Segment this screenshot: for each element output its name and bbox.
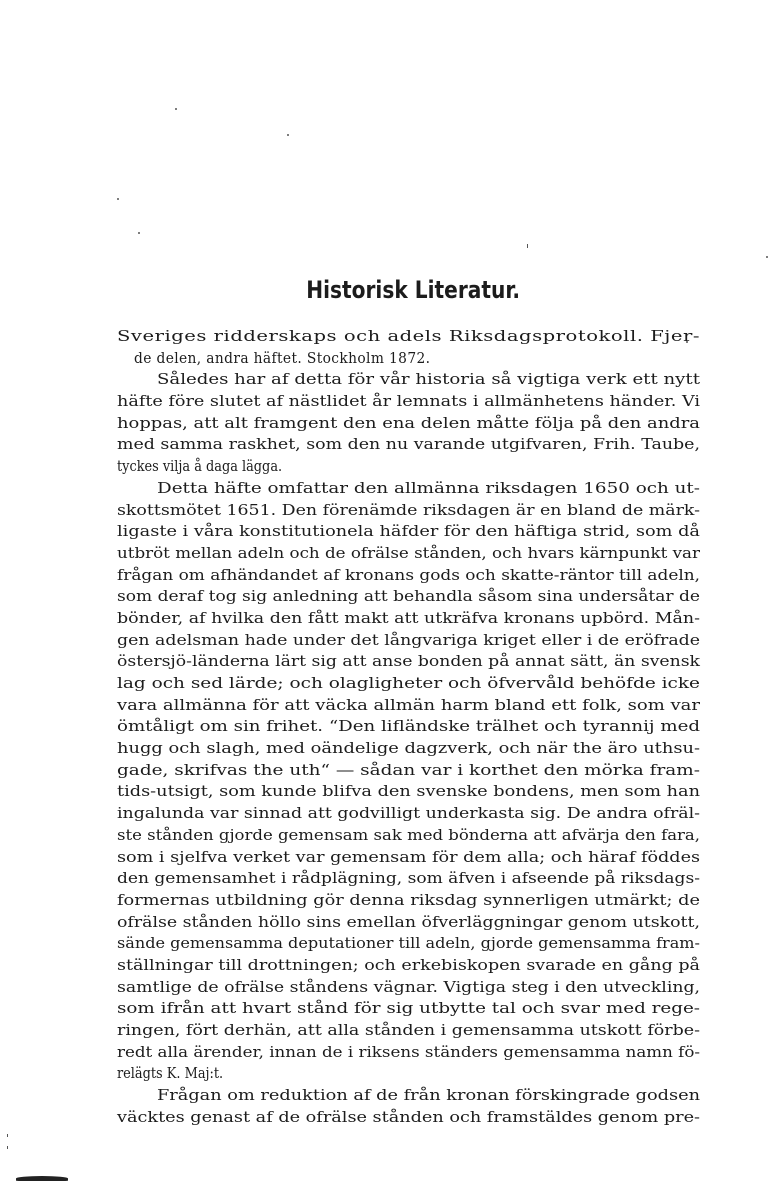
text-line-content: med samma raskhet, som den nu varande utgifvaren, Frih. Taube, <box>117 435 700 454</box>
text-line-content: Frågan om reduktion af de från kronan förskingrade godsen <box>157 1086 701 1105</box>
text-line <box>117 1085 700 1107</box>
text-line-content: skottsmötet 1651. Den förenämde riksdagen är en bland de märk- <box>117 500 700 519</box>
text-line-content: ställningar till drottningen; och erkebiskopen svarade en gång på <box>117 955 700 974</box>
text-line-content: vara allmänna för att väcka allmän harm bland ett folk, som var <box>117 695 700 714</box>
text-line <box>117 695 700 717</box>
text-line <box>117 803 700 825</box>
text-line-content: den gemensamhet i rådplägning, som äfven i afseende på riksdags- <box>117 869 700 888</box>
text-line-content: bönder, af hvilka den fått makt att utkräfva kronans upbörd. Mån- <box>117 608 701 627</box>
text-line-content: som deraf tog sig anledning att behandla såsom sina undersåtar de <box>117 587 700 606</box>
text-line <box>117 326 700 348</box>
text-line <box>117 1042 700 1064</box>
text-line-content: hoppas, att alt framgent den ena delen måtte följa på den andra <box>117 413 700 432</box>
text-line-content: väcktes genast af de ofrälse stånden och framstäldes genom pre- <box>117 1107 700 1126</box>
text-line <box>117 586 700 608</box>
text-line-content: ste stånden gjorde gemensam sak med bönderna att afvärja den fara, <box>117 825 701 844</box>
text-line <box>117 1063 700 1085</box>
text-line <box>117 565 700 587</box>
text-line-content: frågan om afhändandet af kronans gods och skatte-räntor till adeln, <box>117 565 701 584</box>
scan-speck <box>527 244 528 248</box>
scan-edge-mark <box>16 1176 68 1181</box>
text-line <box>117 847 700 869</box>
text-line <box>117 868 700 890</box>
text-line <box>117 1107 700 1129</box>
text-line-content: lag och sed lärde; och olagligheter och öfvervåld behöfde icke <box>117 674 700 692</box>
text-line <box>117 478 700 500</box>
text-line-content: ingalunda var sinnad att godvilligt underkasta sig. De andra ofräl- <box>117 804 701 823</box>
text-line-content: ömtåligt om sin frihet. “Den lifländske trälhet och tyrannij med <box>117 717 700 736</box>
text-line <box>117 890 700 912</box>
text-line-content: ligaste i våra konstitutionela häfder för den häftiga strid, som då <box>117 522 700 541</box>
scan-speck <box>7 1134 8 1137</box>
text-line <box>117 998 700 1020</box>
text-line-content: som ifrån att hvart stånd för sig utbytte tal och svar med rege- <box>117 999 700 1018</box>
text-line-content: de delen, andra häftet. Stockholm 1872. <box>134 348 431 367</box>
text-line <box>117 369 700 391</box>
text-line-content: utbröt mellan adeln och de ofrälse stånden, och hvars kärnpunkt var <box>117 543 700 562</box>
text-line <box>117 673 700 695</box>
text-line-content: hugg och slagh, med oändelige dagzverk, och när the äro uthsu- <box>117 739 700 758</box>
text-line-content: ringen, fört derhän, att alla stånden i gemensamma utskott förbe- <box>117 1021 700 1039</box>
text-line-content: formernas utbildning gör denna riksdag synnerligen utmärkt; de <box>117 890 700 909</box>
text-line <box>117 434 700 456</box>
text-line <box>117 955 700 977</box>
text-line-content: sände gemensamma deputationer till adeln, gjorde gemensamma fram- <box>117 934 700 953</box>
text-line <box>117 521 700 543</box>
text-line <box>117 608 700 630</box>
text-line-content: gade, skrifvas the uth“ — sådan var i korthet den mörka fram- <box>117 760 701 779</box>
text-line <box>117 348 700 370</box>
text-line <box>117 933 700 955</box>
text-line-content: gen adelsman hade under det långvariga kriget eller i de eröfrade <box>117 630 701 649</box>
text-line <box>117 977 700 999</box>
text-line <box>117 391 700 413</box>
text-line <box>117 738 700 760</box>
text-line <box>117 716 700 738</box>
text-line <box>117 543 700 565</box>
text-line <box>117 825 700 847</box>
text-line <box>117 1020 700 1042</box>
section-heading: Historisk Literatur. <box>306 276 521 304</box>
text-line-content: häfte före slutet af nästlidet år lemnats i allmänhetens händer. Vi <box>117 392 700 411</box>
text-line <box>117 413 700 435</box>
scan-speck <box>138 232 140 234</box>
text-line-content: samtlige de ofrälse ståndens vägnar. Vigtiga steg i den utveckling, <box>117 977 701 996</box>
scan-speck <box>7 1146 8 1149</box>
scan-speck <box>287 134 289 136</box>
text-line <box>117 456 700 478</box>
scan-speck <box>117 198 119 200</box>
text-line-content: östersjö-länderna lärt sig att anse bonden på annat sätt, än svensk <box>117 652 701 671</box>
text-line-content: Sveriges ridderskaps och adels Riksdagsprotokoll. Fjer- <box>117 327 701 345</box>
text-line-content: Således har af detta för vår historia så vigtiga verk ett nytt <box>157 370 701 389</box>
text-line <box>117 781 700 803</box>
text-line-content: Detta häfte omfattar den allmänna riksdagen 1650 och ut- <box>157 478 701 497</box>
text-line <box>117 912 700 934</box>
text-line-content: redt alla ärender, innan de i riksens ständers gemensamma namn fö- <box>117 1042 701 1061</box>
text-line-content: ofrälse stånden höllo sins emellan öfverläggningar genom utskott, <box>117 912 700 931</box>
text-line-content: tyckes vilja å daga lägga. <box>117 457 283 476</box>
text-line <box>117 500 700 522</box>
text-line <box>117 760 700 782</box>
body-text <box>117 326 700 1128</box>
text-line <box>117 630 700 652</box>
scan-speck <box>175 108 177 110</box>
text-line-content: tids-utsigt, som kunde blifva den svenske bondens, men som han <box>117 782 700 801</box>
text-line-content: som i sjelfva verket var gemensam för dem alla; och häraf föddes <box>117 847 701 866</box>
text-line <box>117 651 700 673</box>
text-line-content: relägts K. Maj:t. <box>117 1064 224 1083</box>
